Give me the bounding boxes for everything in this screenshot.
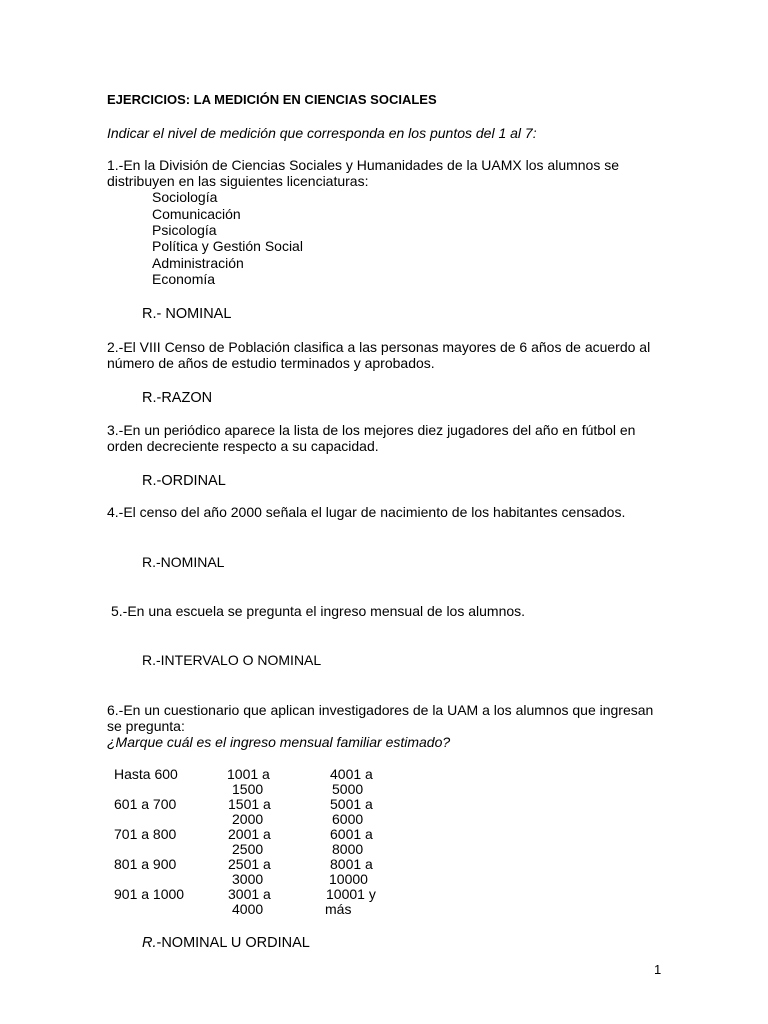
answer-6-prefix: R. [142,935,157,951]
answer-4: R.-NOMINAL [142,554,225,570]
table-cell: 2000 [232,811,264,827]
table-cell: 8001 a [330,856,373,872]
answer-5: R.-INTERVALO O NOMINAL [142,652,322,668]
answer-2: R.-RAZON [142,390,213,406]
table-cell: 1500 [232,781,264,797]
table-cell: 10001 y [326,886,376,902]
question-1-line-1: 1.-En la División de Ciencias Sociales y Humanidades de la UAMX los alumnos se [107,157,620,173]
question-4-line-1: 4.-El censo del año 2000 señala el lugar de nacimiento de los habitantes censados. [107,504,626,520]
table-cell: 2500 [232,841,264,857]
table-cell: 6001 a [330,826,373,842]
table-cell: Hasta 600 [114,766,178,782]
question-5-line-1: 5.-En una escuela se pregunta el ingreso mensual de los alumnos. [111,603,526,619]
table-cell: 10000 [329,871,368,887]
table-cell: 8000 [332,841,364,857]
list-item: Psicología [152,222,217,238]
list-item: Economía [152,271,216,287]
list-item: Sociología [152,189,218,205]
document-title: EJERCICIOS: LA MEDICIÓN EN CIENCIAS SOCIALES [107,92,437,107]
table-cell: 601 a 700 [114,796,177,812]
table-cell: 1501 a [228,796,271,812]
table-cell: 701 a 800 [114,826,177,842]
answer-6-text: -NOMINAL U ORDINAL [156,935,310,951]
table-cell: 801 a 900 [114,856,177,872]
table-cell: 1001 a [227,766,270,782]
question-1-line-2: distribuyen en las siguientes licenciaturas: [107,173,369,189]
question-3-line-2: orden decreciente respecto a su capacidad. [107,438,379,454]
table-cell: 5000 [332,781,364,797]
answer-6 [142,935,310,951]
answer-1: R.- NOMINAL [142,306,232,322]
table-cell: 3000 [232,871,264,887]
table-cell: 6000 [332,811,364,827]
instruction-text: Indicar el nivel de medición que corresponda en los puntos del 1 al 7: [107,125,537,141]
table-cell: 2501 a [228,856,271,872]
page-number: 1 [654,962,662,977]
table-cell: más [325,901,352,917]
question-3-line-1: 3.-En un periódico aparece la lista de los mejores diez jugadores del año en fútbol en [107,422,636,438]
question-2-line-2: número de años de estudio terminados y aprobados. [107,355,435,371]
question-6-prompt: ¿Marque cuál es el ingreso mensual familiar estimado? [107,734,451,750]
question-6-line-2: se pregunta: [107,718,185,734]
table-cell: 3001 a [228,886,271,902]
list-item: Administración [152,255,244,271]
question-6-line-1: 6.-En un cuestionario que aplican investigadores de la UAM a los alumnos que ingresan [107,702,654,718]
table-cell: 901 a 1000 [114,886,185,902]
table-cell: 5001 a [330,796,373,812]
list-item: Comunicación [152,206,241,222]
question-2-line-1: 2.-El VIII Censo de Población clasifica a las personas mayores de 6 años de acuerdo al [107,339,651,355]
table-cell: 4000 [232,901,264,917]
table-cell: 4001 a [330,766,373,782]
answer-3: R.-ORDINAL [142,473,226,489]
list-item: Política y Gestión Social [152,238,303,254]
table-cell: 2001 a [228,826,271,842]
